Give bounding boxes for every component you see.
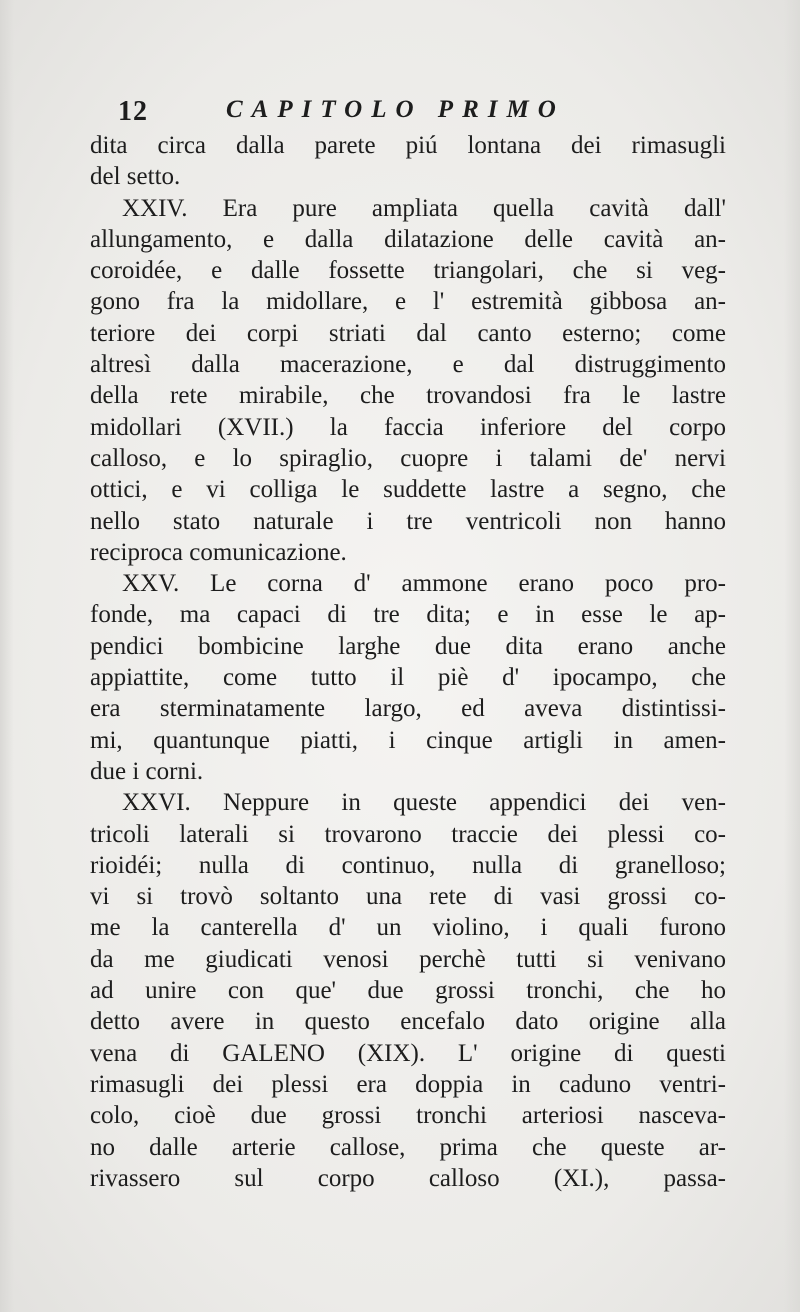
body-text (90, 130, 726, 1194)
text-line: pendici bombicine larghe due dita erano anche (90, 632, 726, 660)
text-line: altresì dalla macerazione, e dal distruggimento (90, 351, 726, 379)
text-line: no dalle arterie callose, prima che queste ar- (90, 1133, 726, 1161)
text-line: del setto. (90, 163, 181, 191)
text-line: teriore dei corpi striati dal canto esterno; come (90, 319, 726, 347)
text-line: ottici, e vi colliga le suddette lastre a segno, che (90, 476, 726, 504)
page-number: 12 (118, 96, 148, 127)
section-heading-line: XXV. Le corna d' ammone erano poco pro- (122, 570, 726, 598)
text-line: reciproca comunicazione. (90, 538, 347, 566)
text-line: rimasugli dei plessi era doppia in caduno ventri- (90, 1070, 726, 1098)
running-title: CAPITOLO PRIMO (226, 96, 565, 123)
text-line: vena di GALENO (XIX). L' origine di questi (90, 1039, 726, 1067)
text-line: della rete mirabile, che trovandosi fra le lastre (90, 382, 726, 410)
text-line: me la canterella d' un violino, i quali furono (90, 914, 726, 942)
page-left-edge (0, 0, 14, 1312)
page-right-edge (784, 0, 800, 1312)
text-line: detto avere in questo encefalo dato origine alla (90, 1008, 726, 1036)
text-line: tricoli laterali si trovarono traccie dei plessi co- (90, 820, 726, 848)
text-line: ad unire con que' due grossi tronchi, che ho (90, 977, 726, 1005)
section-heading-line: XXVI. Neppure in queste appendici dei ven- (122, 789, 726, 817)
text-line: midollari (XVII.) la faccia inferiore del corpo (90, 413, 726, 441)
text-line: mi, quantunque piatti, i cinque artigli in amen- (90, 726, 726, 754)
text-line: dita circa dalla parete piú lontana dei rimasugli (90, 132, 726, 159)
text-line: allungamento, e dalla dilatazione delle cavità an- (90, 225, 726, 253)
page-header (118, 96, 618, 132)
text-line: appiattite, come tutto il piè d' ipocampo, che (90, 664, 726, 692)
text-line: coroidée, e dalle fossette triangolari, che si veg- (90, 257, 726, 285)
text-line: due i corni. (90, 757, 204, 785)
text-line: da me giudicati venosi perchè tutti si venivano (90, 945, 726, 973)
text-line: era sterminatamente largo, ed aveva distintissi- (90, 695, 726, 723)
text-line: fonde, ma capaci di tre dita; e in esse le ap- (90, 601, 726, 629)
text-line: rivassero sul corpo calloso (XI.), passa- (90, 1164, 726, 1192)
text-line: gono fra la midollare, e l' estremità gibbosa an- (90, 288, 726, 316)
text-line: colo, cioè due grossi tronchi arteriosi nasceva- (90, 1102, 726, 1130)
text-line: rioidéi; nulla di continuo, nulla di granelloso; (90, 851, 726, 879)
text-line: calloso, e lo spiraglio, cuopre i talami de' nervi (90, 444, 726, 472)
section-heading-line: XXIV. Era pure ampliata quella cavità dall' (122, 194, 726, 222)
text-line: nello stato naturale i tre ventricoli non hanno (90, 507, 726, 535)
text-line: vi si trovò soltanto una rete di vasi grossi co- (90, 883, 726, 911)
